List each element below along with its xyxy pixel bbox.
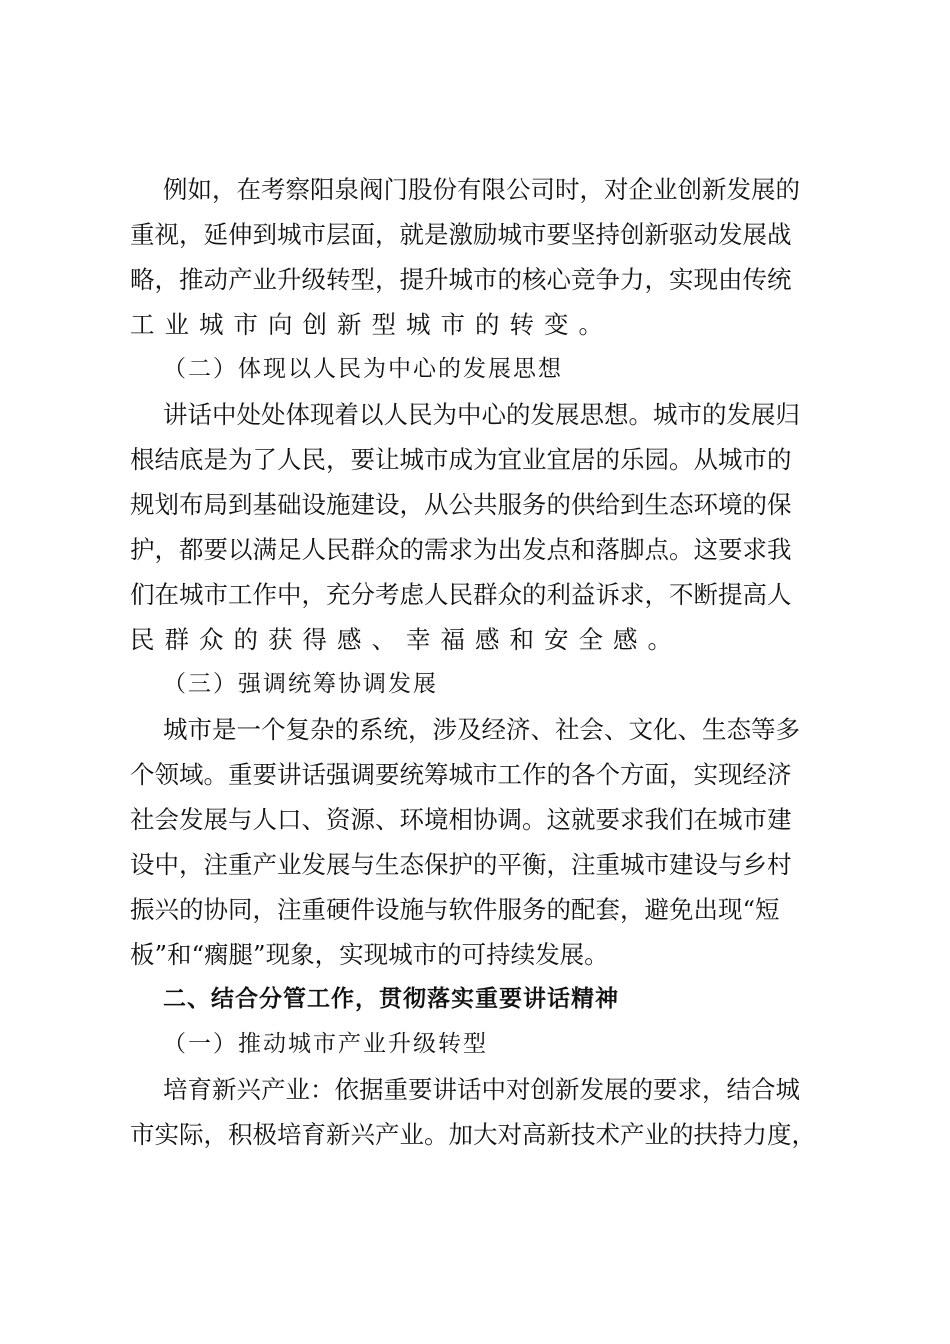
section-heading: 二、结合分管工作，贯彻落实重要讲话精神 [163,986,619,1012]
paragraph-line: 规划布局到基础设施建设，从公共服务的供给到生态环境的保 [130,490,792,519]
paragraph-line: 培育新兴产业：依据重要讲话中对创新发展的要求，结合城 [163,1075,800,1104]
paragraph-line: 板”和“瘸腿”现象，实现城市的可持续发展。 [130,940,609,969]
paragraph-line: 略，推动产业升级转型，提升城市的核心竞争力，实现由传统 [130,265,792,294]
paragraph-line: 护，都要以满足人民群众的需求为出发点和落脚点。这要求我 [130,535,792,564]
paragraph-line: 城市是一个复杂的系统，涉及经济、社会、文化、生态等多 [163,715,800,744]
paragraph-line: 们在城市工作中，充分考虑人民群众的利益诉求，不断提高人 [130,580,792,609]
paragraph-line: 工业城市向创新型城市的转变。 [130,310,613,339]
paragraph-line: 个领域。重要讲话强调要统筹城市工作的各个方面，实现经济 [130,760,792,789]
paragraph-line: 民群众的获得感、幸福感和安全感。 [130,625,682,654]
subheading: （三）强调统筹协调发展 [163,671,438,697]
paragraph-line: 根结底是为了人民，要让城市成为宜业宜居的乐园。从城市的 [130,445,792,474]
paragraph-line: 设中，注重产业发展与生态保护的平衡，注重城市建设与乡村 [130,850,792,879]
paragraph-line: 重视，延伸到城市层面，就是激励城市要坚持创新驱动发展战 [130,220,792,249]
subheading: （一）推动城市产业升级转型 [163,1031,488,1057]
paragraph-line: 社会发展与人口、资源、环境相协调。这就要求我们在城市建 [130,805,792,834]
paragraph-line: 例如，在考察阳泉阀门股份有限公司时，对企业创新发展的 [163,175,800,204]
document-page [130,167,830,1157]
paragraph-line: 振兴的协同，注重硬件设施与软件服务的配套，避免出现“短 [130,895,780,924]
paragraph-line: 市实际，积极培育新兴产业。加大对高新技术产业的扶持力度， [130,1120,816,1149]
paragraph-line: 讲话中处处体现着以人民为中心的发展思想。城市的发展归 [163,400,800,429]
subheading: （二）体现以人民为中心的发展思想 [163,356,563,382]
